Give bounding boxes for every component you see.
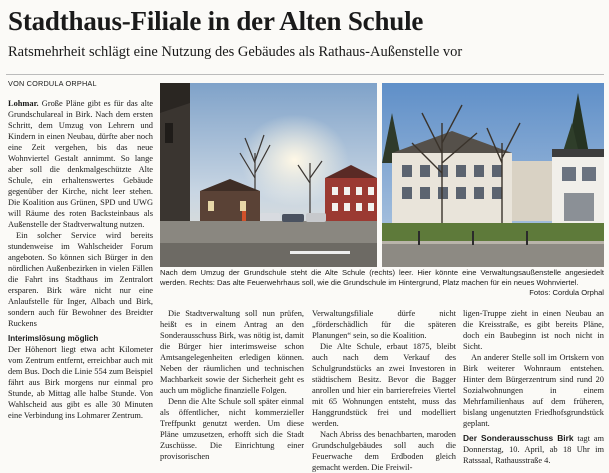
photo-caption [160,268,604,298]
info-title: Der Sonderausschuss Birk [463,433,574,443]
paragraph-text: Große Pläne gibt es für das alte Grundschulareal in Birk. Nach dem ersten Schritt, dem Umzug von Lehrern und Kindern in einen Neubau, dürfte aber noch eine Zeit vergehen, bis das neue Wohnviertel Gestalt annimmt. So lange aber soll die denkmalgeschützte Alte Schule, ein erhaltenswertes Gebäude gegenüber der Kirche, nicht leer stehen. Die Koalition aus Grünen, SPD und UWG will Räume des roten Backsteinbaus als Außenstelle der Stadtverwaltung nutzen. [8,99,154,229]
article-headline: Stadthaus-Filiale in der Alten Schule [8,6,424,36]
dateline: Lohmar. [8,99,39,108]
photo-feuerwehrhaus [382,83,604,267]
photo-alte-schule-image [160,83,377,267]
paragraph: Der Höhenort liegt etwa acht Kilometer vom Zentrum entfernt, erreichbar auch mit dem Bus. Doch die Linie 554 zum Beispiel fährt aus Birk morgens nur einmal pro Stunde, ab Mittag alle halbe Stunde. Von Wahlscheid aus gibt es alle 30 Minuten eine Verbindung ins Lohmarer Zentrum. [8,345,153,420]
section-heading: Interimslösung möglich [8,334,99,343]
paragraph [8,98,153,230]
photo-credit: Fotos: Cordula Orphal [529,288,604,297]
paragraph: Die Stadtverwaltung soll nun prüfen, heißt es in einem Antrag an den Sonderausschuss Birk, was nötig ist, damit die Bürger hier interimsweise schon Amtsangelegenheiten erledigen können. Neben der räumlichen und technischen Machbarkeit sowie der Sicherheit geht es auch um mögliche finanzielle Folgen. [160,309,304,395]
paragraph: Die Alte Schule, erbaut 1875, bleibt auch nach dem Verkauf des Schulgrundstücks an zwei Investoren in städtischem Besitz. Bevor die Bagger anrollen und hier ein barrierefreies Viertel mit 65 Wohnungen entsteht, muss das Hanggrundstück frei und modelliert werden. [312,342,456,428]
paragraph: ligen-Truppe zieht in einen Neubau an die Kreisstraße, es gibt bereits Pläne, doch ein Baubeginn ist noch nicht in Sicht. [463,309,604,351]
paragraph: An anderer Stelle soll im Ortskern von Birk weiterer Wohnraum entstehen. Hinter dem Bürgerzentrum sind rund 20 Sozialwohnungen in einem Mehrfamilienhaus auf dem früheren, bislang ungenutzten Friedhofsgrundstück geplant. [463,353,604,428]
photo-alte-schule [160,83,377,267]
article-byline: VON CORDULA ORPHAL [8,79,97,88]
paragraph: Verwaltungsfiliale dürfe nicht „förderschädlich für die späteren Planungen“ sein, so die Koalition. [312,309,456,340]
text-column-2 [160,308,304,462]
text-column-3 [312,308,456,473]
paragraph: Denn die Alte Schule soll später einmal als öffentlicher, nicht kommerzieller Treffpunkt genutzt werden. Um diese Pläne umzusetzen, erhofft sich die Stadt Zuschüsse. Die Einrichtung einer provisorischen [160,397,304,461]
caption-text: Nach dem Umzug der Grundschule steht die Alte Schule (rechts) leer. Hier könnte eine Verwaltungsaußenstelle angesiedelt werden. Rechts: Das alte Feuerwehrhaus soll, wie die Grundschule im Hintergrund, Platz machen für ein neues Wohnviertel. [160,268,604,287]
text-column-4 [463,308,604,466]
info-box [463,433,604,466]
photo-feuerwehrhaus-image [382,83,604,267]
text-column-1 [8,98,153,421]
header-divider [6,74,604,75]
info-text: tagt am Donnerstag, 10. April, ab 18 Uhr im Ratssaal, Rathausstraße 4. [463,434,605,465]
article-subheadline: Ratsmehrheit schlägt eine Nutzung des Gebäudes als Rathaus-Außenstelle vor [8,44,463,60]
paragraph: Nach Abriss des benachbarten, maroden Grundschulgebäudes soll auch die Feuerwache dem Erdboden gleich gemacht werden. Die Freiwil- [312,430,456,472]
paragraph: Ein solcher Service wird bereits stundenweise im Wahlscheider Forum angeboten. So können sich Bürger in den nördlichen Außenbezirken in vielen Fällen die Fahrt ins Stadthaus im Zentralort ersparen. Birk wäre nicht nur eine Anlaufstelle für Inger, Albach und Birk, sondern auch für Bewohner des Breidter Ruckens [8,231,153,328]
